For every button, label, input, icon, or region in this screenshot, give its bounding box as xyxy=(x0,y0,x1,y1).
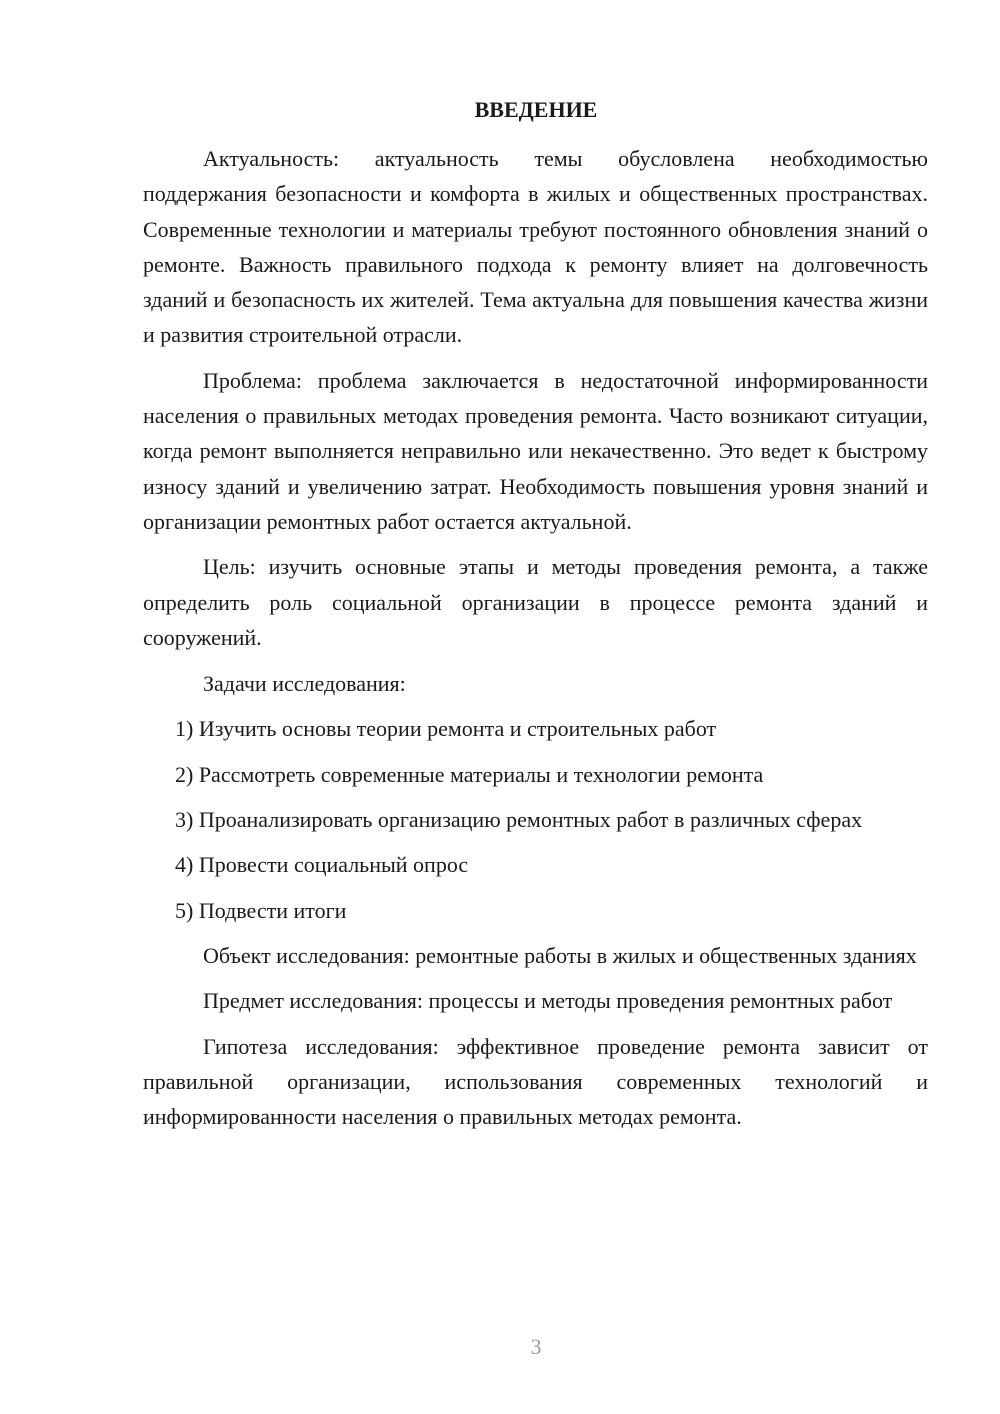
subject-paragraph: Предмет исследования: процессы и методы проведения ремонтных работ xyxy=(203,988,893,1014)
task-item: 1) Изучить основы теории ремонта и строительных работ xyxy=(175,716,717,742)
tasks-heading: Задачи исследования: xyxy=(203,671,406,697)
document-body xyxy=(143,141,928,1134)
page-title: ВВЕДЕНИЕ xyxy=(474,97,598,122)
task-item: 2) Рассмотреть современные материалы и технологии ремонта xyxy=(175,761,764,787)
task-item: 4) Провести социальный опрос xyxy=(175,852,469,878)
page-number: 3 xyxy=(530,1334,542,1359)
relevance-paragraph: Актуальность: актуальность темы обусловлена необходимостью поддержания безопасности и комфорта в жилых и общественных пространствах. Современные технологии и материалы требуют постоянного обновления знаний о ремонте. Важность правильного подхода к ремонту влияет на долговечность зданий и безопасность их жителей. Тема актуальна для повышения качества жизни и развития строительной отрасли. xyxy=(143,146,928,348)
hypothesis-paragraph: Гипотеза исследования: эффективное проведение ремонта зависит от правильной организации, использования современных технологий и информированности населения о правильных методах ремонта. xyxy=(143,1033,928,1130)
task-item: 3) Проанализировать организацию ремонтных работ в различных сферах xyxy=(175,807,863,833)
problem-paragraph: Проблема: проблема заключается в недостаточной информированности населения о правильных методах проведения ремонта. Часто возникают ситуации, когда ремонт выполняется неправильно или некачественно. Это ведет к быстрому износу зданий и увеличению затрат. Необходимость повышения уровня знаний и организации ремонтных работ остается актуальной. xyxy=(143,367,928,534)
goal-paragraph: Цель: изучить основные этапы и методы проведения ремонта, а также определить роль социальной организации в процессе ремонта зданий и сооружений. xyxy=(143,554,928,650)
task-item: 5) Подвести итоги xyxy=(175,897,347,923)
object-paragraph: Объект исследования: ремонтные работы в жилых и общественных зданиях xyxy=(203,942,917,968)
